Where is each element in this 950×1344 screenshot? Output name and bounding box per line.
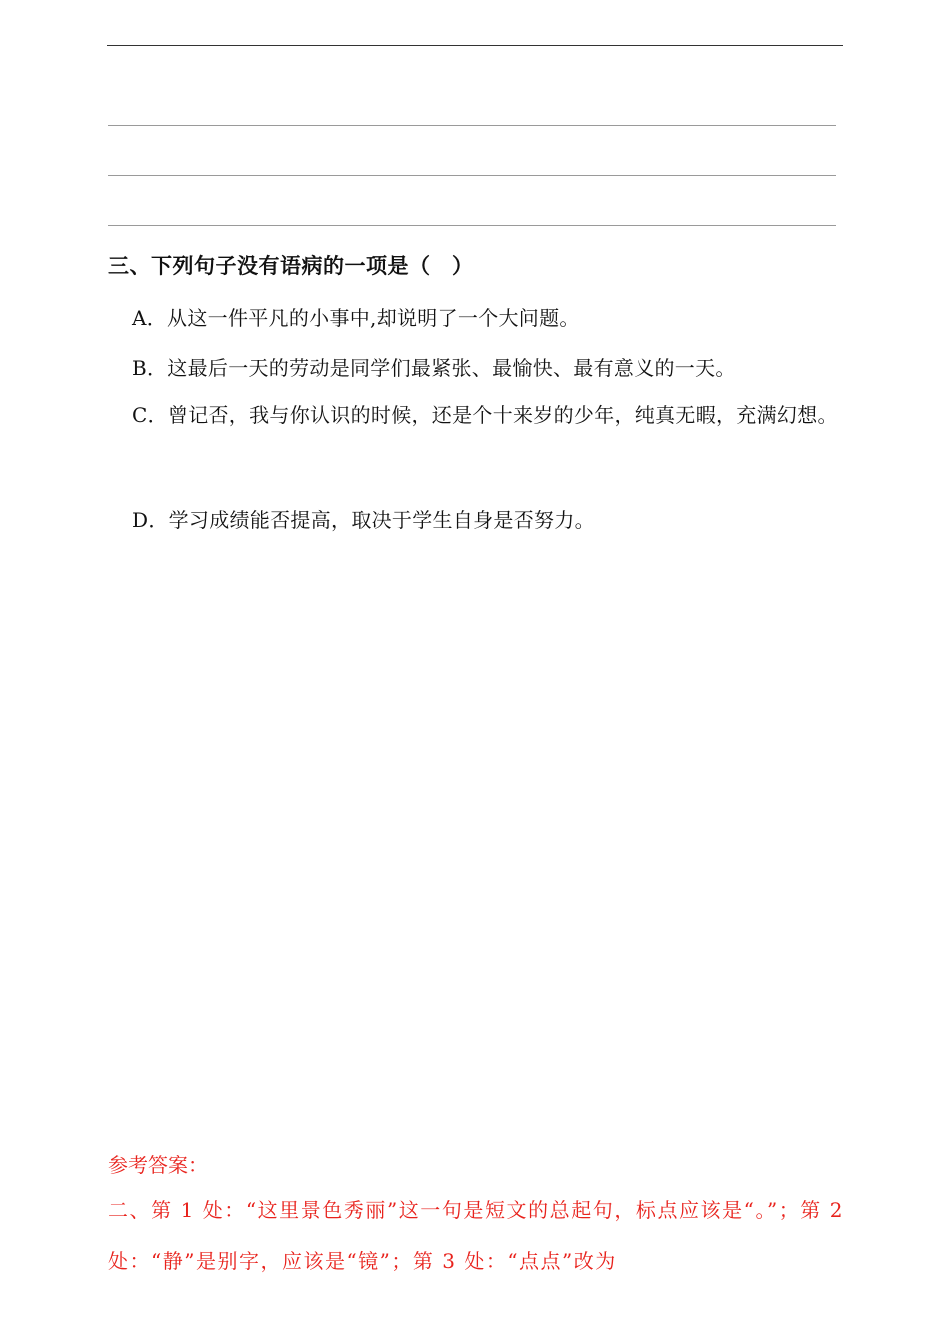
page-header-rule [107,45,843,46]
option-a: A．从这一件平凡的小事中,却说明了一个大问题。 [132,306,580,330]
reference-answer-body: 二、第 1 处：“这里景色秀丽”这一句是短文的总起句，标点应该是“。”；第 2 处：“静”是别字，应该是“镜”；第 3 处：“点点”改为 [108,1198,844,1273]
option-b: B．这最后一天的劳动是同学们最紧张、最愉快、最有意义的一天。 [132,356,736,380]
answer-line [108,175,836,176]
answer-line [108,225,836,226]
reference-answer-title: 参考答案： [108,1153,208,1177]
question-title: 三、下列句子没有语病的一项是（ ） [108,254,474,278]
option-c: C．曾记否，我与你认识的时候，还是个十来岁的少年，纯真无暇，充满幻想。 [132,403,838,427]
answer-line [108,125,836,126]
option-d: D．学习成绩能否提高，取决于学生自身是否努力。 [132,508,595,532]
